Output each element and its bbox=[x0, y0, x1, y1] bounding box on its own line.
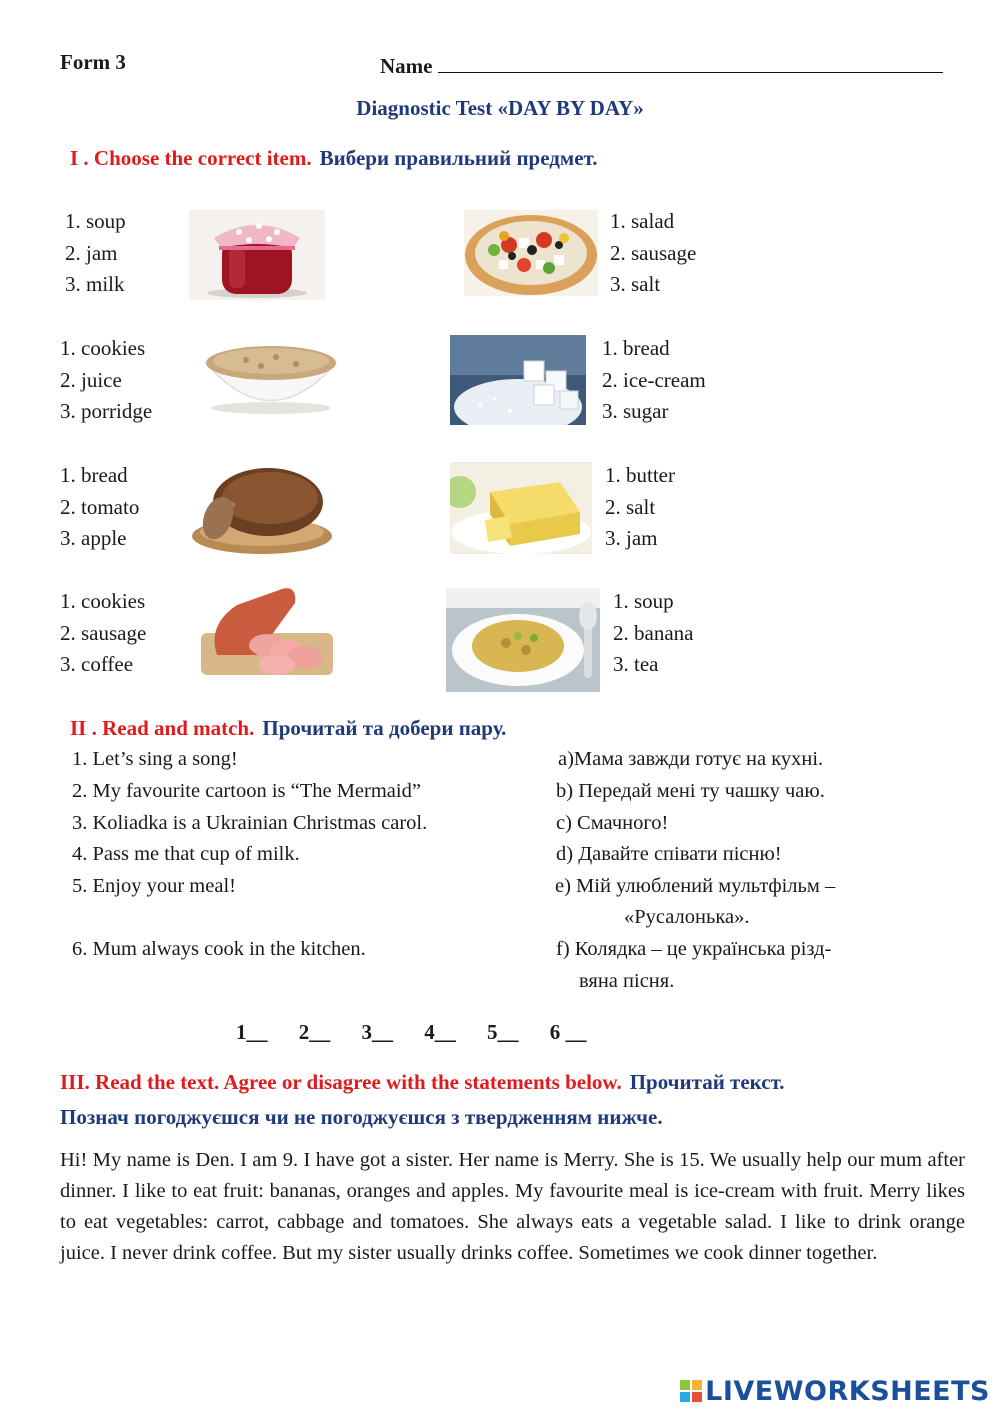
jam-jar-image bbox=[189, 210, 325, 300]
reading-text: Hi! My name is Den. I am 9. I have got a sister. Her name is Merry. She is 15. We usually help our mum after dinner. I like to eat fruit: bananas, oranges and apples. My favourite meal is ice-cream with fruit. Merry likes to eat vegetables: carrot, cabbage and tomatoes. She always eats a vegetable salad. I like to drink orange juice. I never drink coffee. But my sister usually drinks coffee. Sometimes we cook dinner together. bbox=[60, 1149, 965, 1264]
sausage-slices-image bbox=[197, 585, 337, 681]
match-right-d: d) Давайте співати пісню! bbox=[556, 843, 782, 865]
match-left-2: 2. My favourite cartoon is “The Mermaid” bbox=[72, 780, 421, 802]
option[interactable]: 1. soup bbox=[65, 209, 126, 233]
liveworksheets-logo bbox=[680, 1376, 990, 1407]
option[interactable]: 3. coffee bbox=[60, 652, 134, 676]
section2-heading-ua: Прочитай та добери пару. bbox=[262, 716, 507, 740]
option[interactable]: 1. butter bbox=[605, 463, 675, 487]
option[interactable]: 1. bread bbox=[602, 336, 670, 360]
item5-options bbox=[60, 460, 139, 555]
option[interactable]: 2. sausage bbox=[610, 240, 697, 265]
item7-options bbox=[60, 586, 146, 681]
option[interactable]: 2. jam bbox=[65, 240, 118, 265]
match-right-f-cont: вяна пісня. bbox=[579, 970, 675, 992]
porridge-bowl-image bbox=[196, 338, 346, 416]
answer-blanks bbox=[236, 1020, 613, 1045]
item2-options bbox=[610, 206, 696, 301]
logo-icon bbox=[680, 1378, 702, 1400]
match-right-b: b) Передай мені ту чашку чаю. bbox=[556, 780, 825, 802]
option[interactable]: 3. milk bbox=[65, 272, 125, 296]
section3-heading-blue-1: Прочитай текст. bbox=[629, 1070, 785, 1094]
soup-bowl-image bbox=[446, 588, 600, 692]
match-right-e: e) Мій улюблений мультфільм – bbox=[555, 875, 836, 897]
option[interactable]: 2. banana bbox=[613, 620, 694, 645]
answer-blank-2[interactable]: 2__ bbox=[298, 1020, 331, 1044]
item6-options bbox=[605, 460, 675, 555]
option[interactable]: 1. cookies bbox=[60, 336, 146, 360]
match-left-1: 1. Let’s sing a song! bbox=[72, 748, 238, 770]
option[interactable]: 3. apple bbox=[60, 526, 127, 550]
option[interactable]: 1. soup bbox=[613, 589, 674, 613]
option[interactable]: 1. bread bbox=[60, 463, 128, 487]
match-right-e-cont: «Русалонька». bbox=[624, 906, 750, 928]
option[interactable]: 2. tomato bbox=[60, 494, 140, 519]
section3-heading-blue-2: Познач погоджуєшся чи не погоджуєшся з твердженням нижче. bbox=[60, 1105, 663, 1129]
form-label: Form 3 bbox=[60, 50, 126, 74]
match-left-6: 6. Mum always cook in the kitchen. bbox=[72, 938, 366, 960]
match-left-4: 4. Pass me that cup of milk. bbox=[72, 843, 300, 865]
logo-text: LIVEWORKSHEETS bbox=[705, 1376, 990, 1407]
item4-options bbox=[602, 333, 706, 428]
item3-options bbox=[60, 333, 152, 428]
section3-num: III bbox=[60, 1070, 85, 1094]
match-right-a: a)Мама завжди готує на кухні. bbox=[558, 748, 824, 770]
answer-blank-6[interactable]: 6 __ bbox=[549, 1020, 587, 1044]
option[interactable]: 2. sausage bbox=[60, 620, 147, 645]
option[interactable]: 3. jam bbox=[605, 526, 658, 550]
item8-options bbox=[613, 586, 693, 681]
match-left-5: 5. Enjoy your meal! bbox=[72, 875, 236, 897]
answer-blank-4[interactable]: 4__ bbox=[424, 1020, 456, 1044]
match-left-3: 3. Koliadka is a Ukrainian Christmas carol. bbox=[72, 812, 428, 834]
section2-heading-en: II . Read and match. bbox=[70, 716, 255, 740]
answer-blank-5[interactable]: 5__ bbox=[487, 1020, 519, 1044]
sugar-cubes-image bbox=[450, 335, 586, 425]
match-right-f: f) Колядка – це українська різд- bbox=[556, 938, 832, 960]
section1-heading-en: I . Choose the correct item. bbox=[70, 146, 312, 170]
bread-loaf-image bbox=[188, 460, 336, 556]
name-label-text: Name bbox=[380, 54, 433, 78]
option[interactable]: 2. salt bbox=[605, 494, 656, 519]
answer-blank-1[interactable]: 1__ bbox=[236, 1020, 268, 1044]
match-right-c: c) Смачного! bbox=[556, 812, 669, 834]
option[interactable]: 2. ice-cream bbox=[602, 367, 706, 392]
option[interactable]: 3. sugar bbox=[602, 399, 669, 423]
option[interactable]: 3. porridge bbox=[60, 399, 153, 423]
option[interactable]: 3. salt bbox=[610, 272, 661, 296]
section3-heading-red: . Read the text. Agree or disagree with the statements below. bbox=[84, 1070, 622, 1094]
section3-heading bbox=[60, 1066, 960, 1136]
salad-plate-image bbox=[464, 210, 598, 296]
section1-heading bbox=[70, 146, 598, 171]
option[interactable]: 1. cookies bbox=[60, 589, 146, 613]
item1-options bbox=[65, 206, 126, 301]
name-input-line[interactable] bbox=[438, 50, 943, 73]
option[interactable]: 3. tea bbox=[613, 652, 659, 676]
name-label bbox=[380, 50, 943, 79]
page-title: Diagnostic Test «DAY BY DAY» bbox=[356, 96, 644, 120]
section2-heading bbox=[70, 716, 506, 741]
section1-heading-ua: Вибери правильний предмет. bbox=[319, 146, 598, 170]
butter-block-image bbox=[450, 462, 592, 554]
option[interactable]: 2. juice bbox=[60, 367, 122, 392]
answer-blank-3[interactable]: 3__ bbox=[361, 1020, 393, 1044]
option[interactable]: 1. salad bbox=[610, 209, 675, 233]
